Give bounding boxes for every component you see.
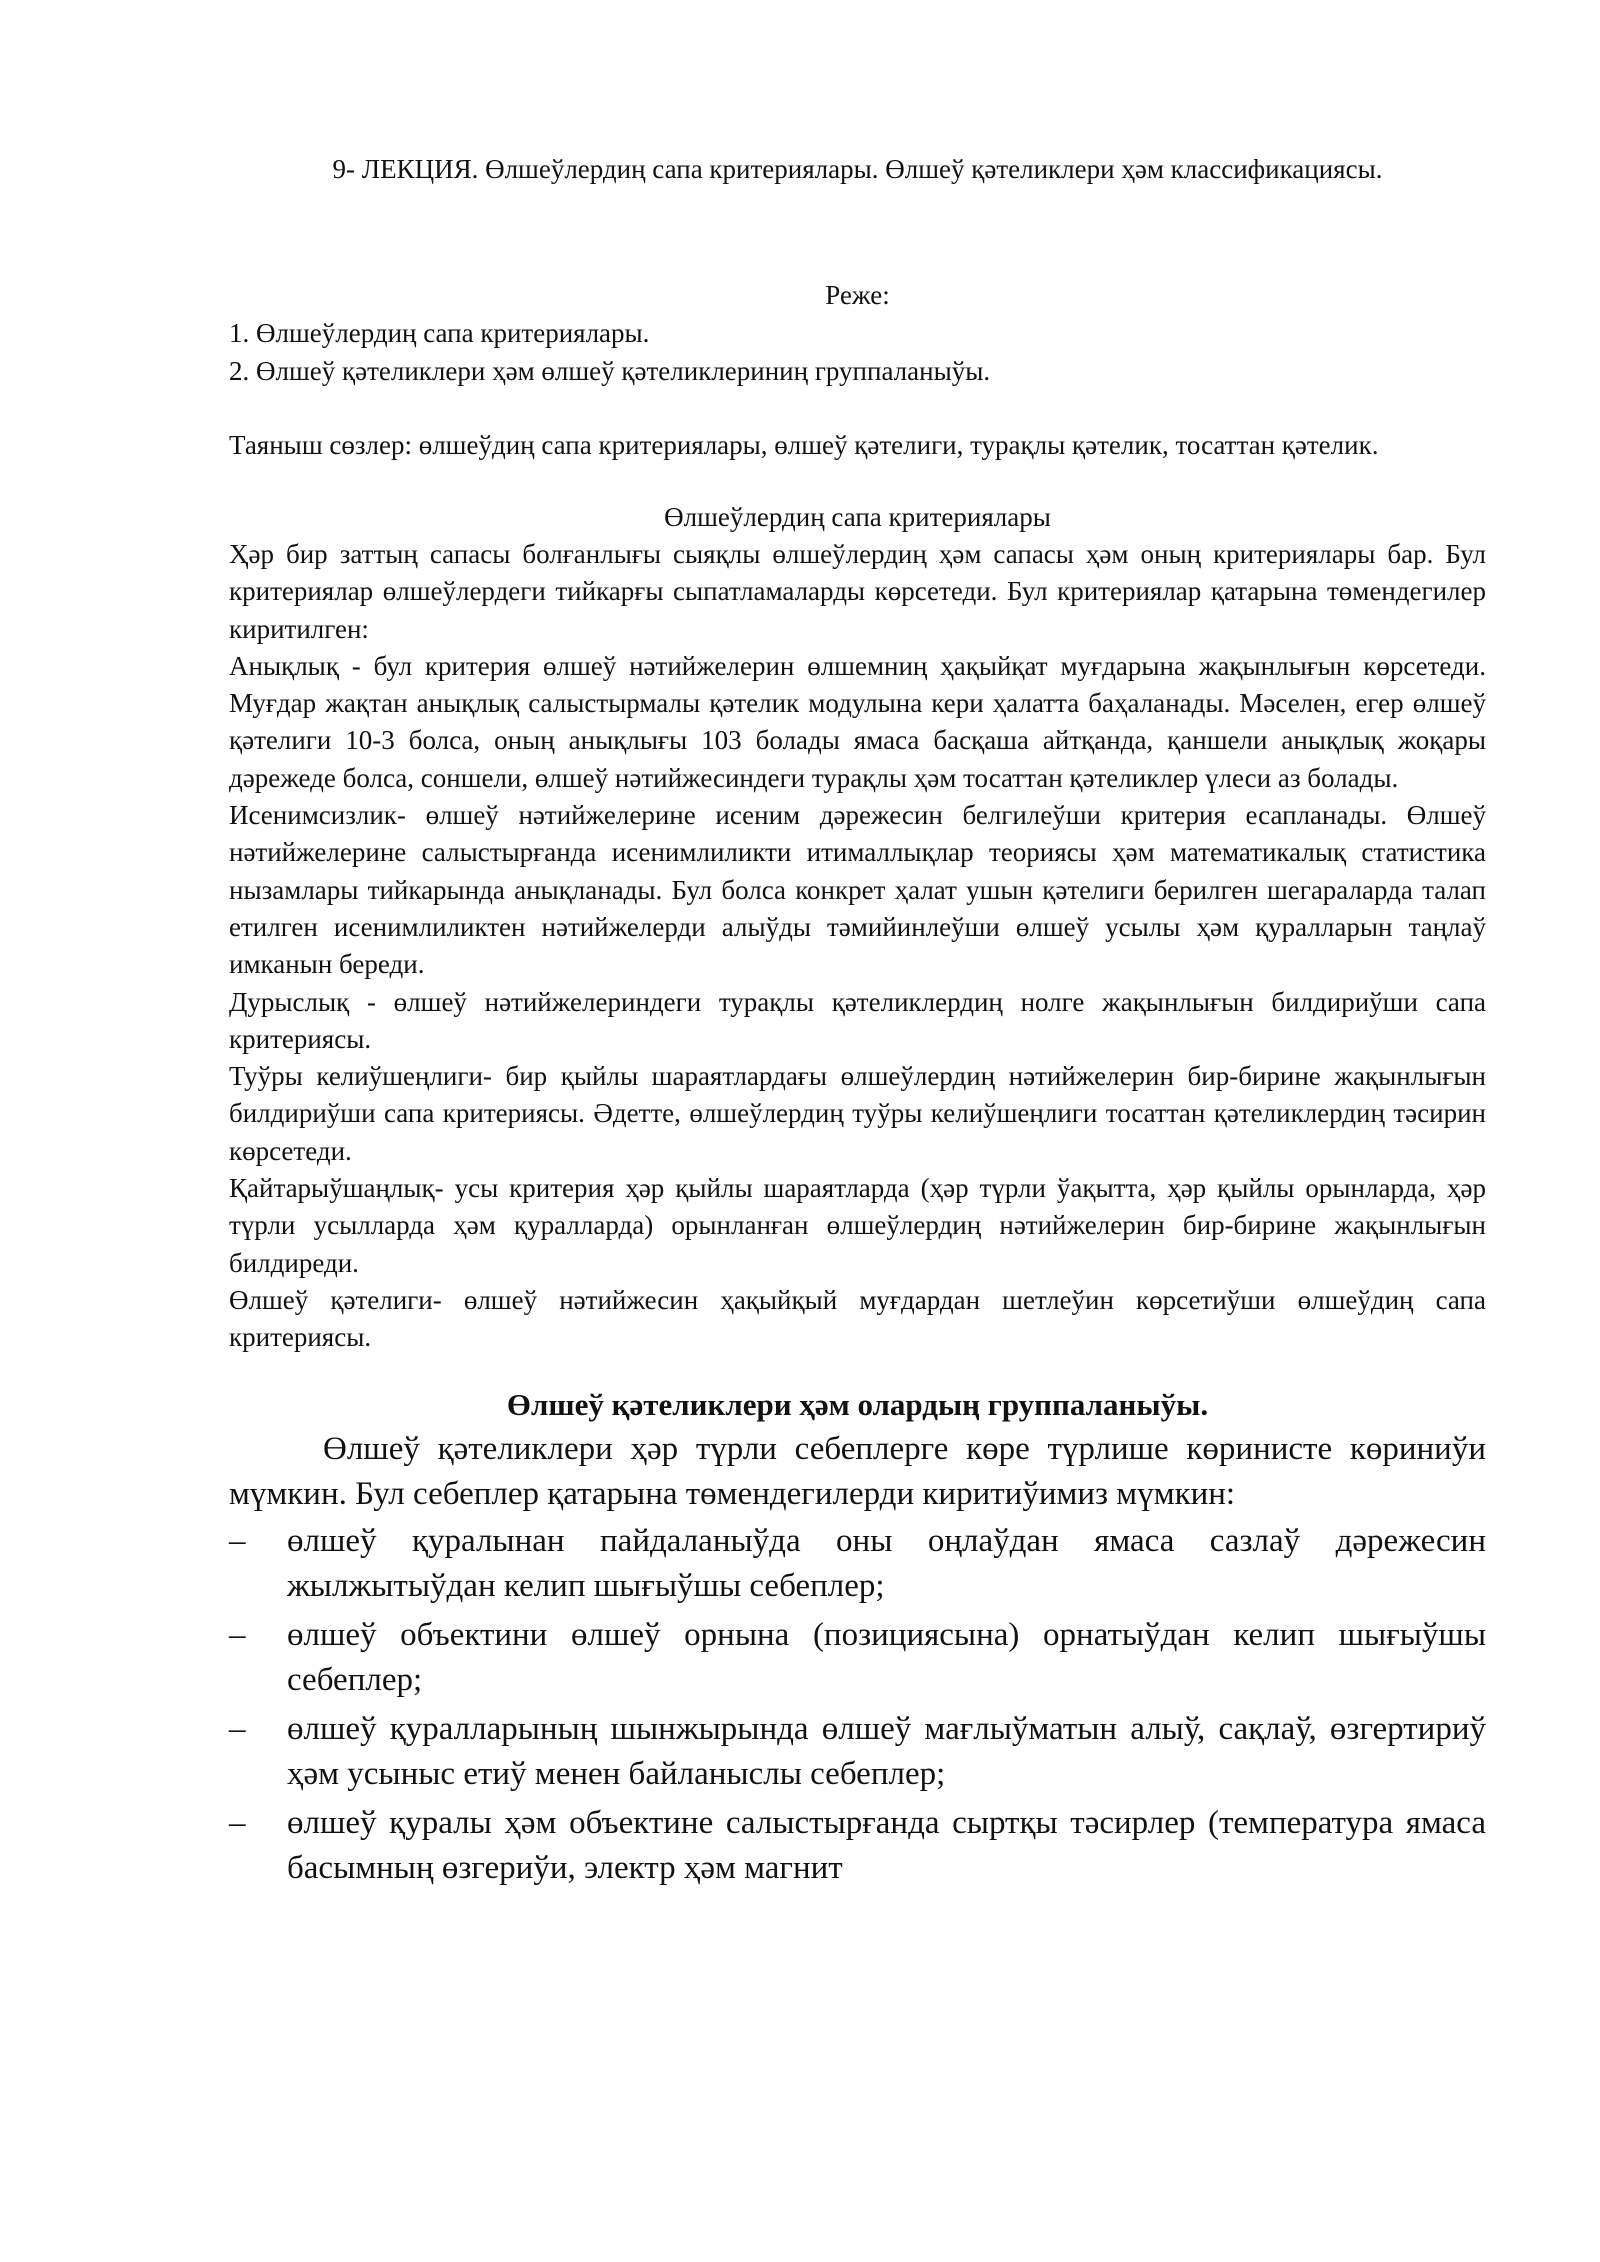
bullet-text: өлшеў объектини өлшеў орнына (позициясына) орнатыўдан келип шығыўшы себеплер; (287, 1616, 1486, 1699)
section1-heading: Өлшеўлердиң сапа критериялары (664, 502, 1051, 532)
dash-marker: – (229, 1522, 246, 1559)
bullet-item (229, 1613, 1486, 1704)
bullet-item (229, 1801, 1486, 1892)
dash-marker: – (229, 1710, 246, 1747)
section2-heading: Өлшеў қәтеликлери ҳәм олардың группаланыўы. (506, 1386, 1209, 1422)
bullet-item (229, 1519, 1486, 1610)
section1-paragraph: Исенимсизлик- өлшеў нәтийжелерине исеним дәрежесин белгилеўши критерия есапланады. Өлшеў нәтийжелерине салыстырғанда исенимлиликти итималлықлар теориясы ҳәм математикалық статистика нызамлары тийкарында анықланады. Бул болса конкрет ҳалат ушын қәтелиги берилген шегараларда талап етилген исенимлиликтен нәтийжелерди алыўды тәмийинлеўши өлшеў усылы ҳәм қуралларын таңлаў имканын береди. (229, 800, 1486, 980)
section1-paragraph: Дурыслық - өлшеў нәтийжелериндеги турақлы қәтеликлердиң нолге жақынлығын билдириўши сапа критериясы. (229, 986, 1486, 1054)
plan-item: 2. Өлшеў қәтеликлери ҳәм өлшеў қәтеликлериниң группаланыўы. (229, 356, 991, 386)
bullet-item (229, 1707, 1486, 1798)
bullet-text: өлшеў қуралынан пайдаланыўда оны оңлаўдан ямаса сазлаў дәрежесин жылжытыўдан келип шығыўшы себеплер; (287, 1522, 1486, 1605)
section1-paragraph: Анықлық - бул критерия өлшеў нәтийжелерин өлшемниң ҳақыйқат муғдарына жақынлығын көрсетеди. Муғдар жақтан анықлық салыстырмалы қәтелик модулына кери ҳалатта баҳаланады. Мәселен, егер өлшеў қәтелиги 10-3 болса, оның анықлығы 103 болады ямаса басқаша айтқанда, қаншели анықлық жоқары дәрежеде болса, соншели, өлшеў нәтийжесиндеги турақлы ҳәм тосаттан қәтеликлер үлеси аз болады. (229, 650, 1486, 793)
plan-item: 1. Өлшеўлердиң сапа критериялары. (229, 318, 650, 348)
section1-paragraph: Өлшеў қәтелиги- өлшеў нәтийжесин ҳақыйқый муғдардан шетлеўин көрсетиўши өлшеўдиң сапа критериясы. (229, 1284, 1486, 1353)
dash-marker: – (229, 1616, 246, 1653)
section1-paragraph: Туўры келиўшеңлиги- бир қыйлы шараятлардағы өлшеўлердиң нәтийжелерин бир-бирине жақынлығын билдириўши сапа критериясы. Әдетте, өлшеўлердиң туўры келиўшеңлиги тосаттан қәтеликлердиң тәсирин көрсетеди. (229, 1061, 1486, 1166)
plan-heading: Реже: (825, 280, 890, 310)
keywords-paragraph: Таяныш сөзлер: өлшеўдиң сапа критериялары, өлшеў қәтелиги, турақлы қәтелик, тосаттан қәтелик. (229, 430, 1379, 460)
document-page (229, 150, 1486, 1895)
section1-paragraph: Ҳәр бир заттың сапасы болғанлығы сыяқлы өлшеўлердиң ҳәм сапасы ҳәм оның критериялары бар. Бул критериялар өлшеўлердеги тийкарғы сыпатламаларды көрсетеди. Бул критериялар қатарына төмендегилер киритилген: (229, 539, 1486, 644)
bullet-text: өлшеў қуралы ҳәм объектине салыстырғанда сыртқы тәсирлер (температура ямаса басымның өзгериўи, электр ҳәм магнит (287, 1804, 1486, 1887)
section2-intro: Өлшеў қәтеликлери ҳәр түрли себеплерге көре түрлише көринисте көриниўи мүмкин. Бул себеплер қатарына төмендегилерди киритиўимиз мүмкин: (229, 1430, 1486, 1512)
section2-bullet-list (229, 1519, 1486, 1892)
dash-marker: – (229, 1804, 246, 1841)
plan-list (229, 314, 1486, 390)
page-title: 9- ЛЕКЦИЯ. Өлшеўлердиң сапа критериялары. Өлшеў қәтеликлери ҳәм классификациясы. (332, 154, 1383, 184)
section1-paragraph: Қайтарыўшаңлық- усы критерия ҳәр қыйлы шараятларда (ҳәр түрли ўақытта, ҳәр қыйлы орынларда, ҳәр түрли усылларда ҳәм қуралларда) орынланған өлшеўлердиң нәтийжелерин бир-бирине жақынлығын билдиреди. (229, 1173, 1486, 1278)
bullet-text: өлшеў қуралларының шынжырында өлшеў мағлыўматын алыў, сақлаў, өзгертириў ҳәм усыныс етиў менен байланыслы себеплер; (287, 1710, 1486, 1793)
